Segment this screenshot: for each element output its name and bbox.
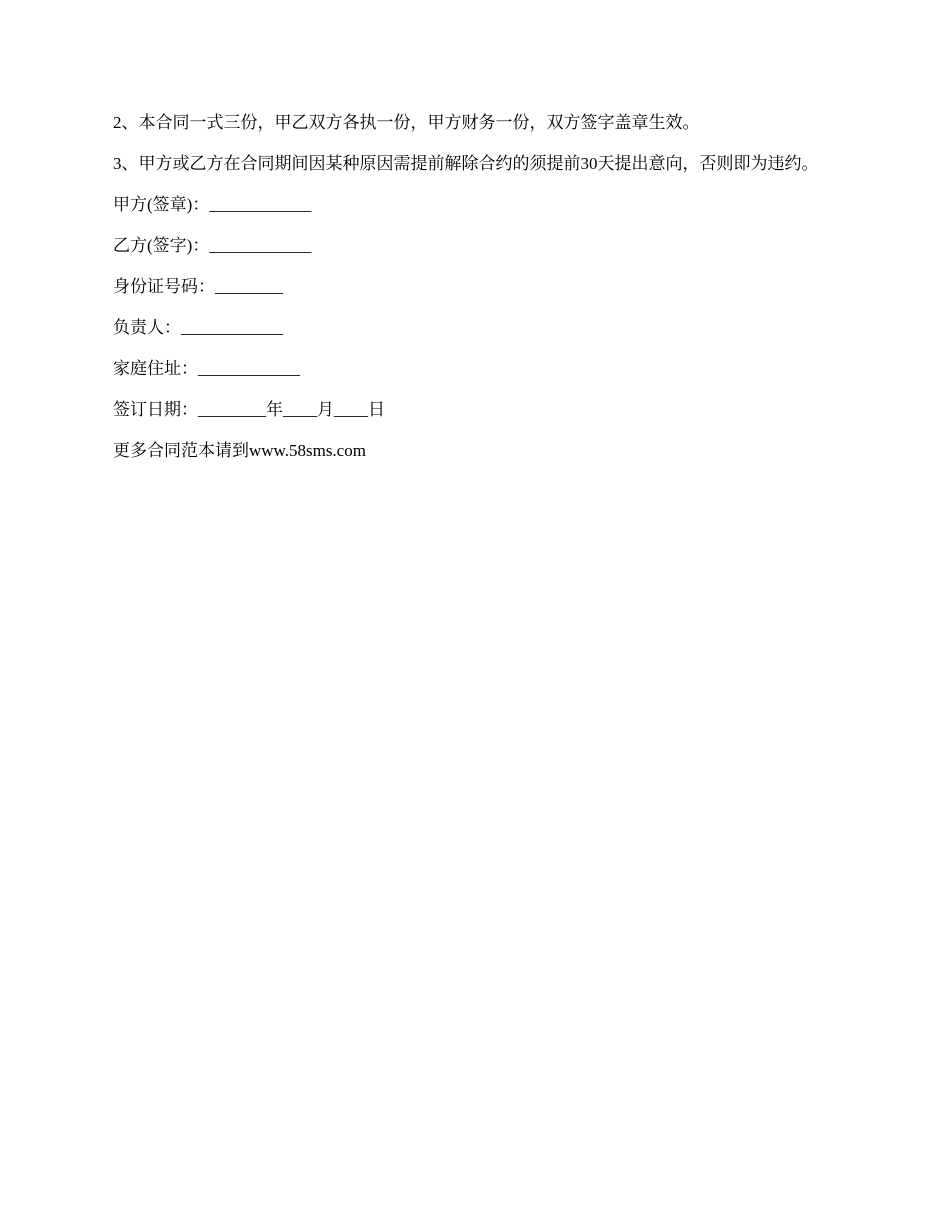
- document-body: [113, 112, 843, 481]
- home-address-line: 家庭住址：____________: [113, 359, 300, 378]
- id-number-line: 身份证号码：________: [113, 277, 283, 296]
- party-b-signature-line: 乙方(签字)：____________: [113, 236, 312, 255]
- responsible-person-line: 负责人：____________: [113, 318, 283, 337]
- more-templates-note: 更多合同范本请到www.58sms.com: [113, 441, 366, 460]
- party-a-signature-line: 甲方(签章)：____________: [113, 195, 312, 214]
- signing-date-line: 签订日期：________年____月____日: [113, 400, 385, 419]
- clause-copies: 2、本合同一式三份，甲乙双方各执一份，甲方财务一份，双方签字盖章生效。: [113, 113, 700, 132]
- clause-termination: 3、甲方或乙方在合同期间因某种原因需提前解除合约的须提前30天提出意向，否则即为违约。: [113, 154, 819, 173]
